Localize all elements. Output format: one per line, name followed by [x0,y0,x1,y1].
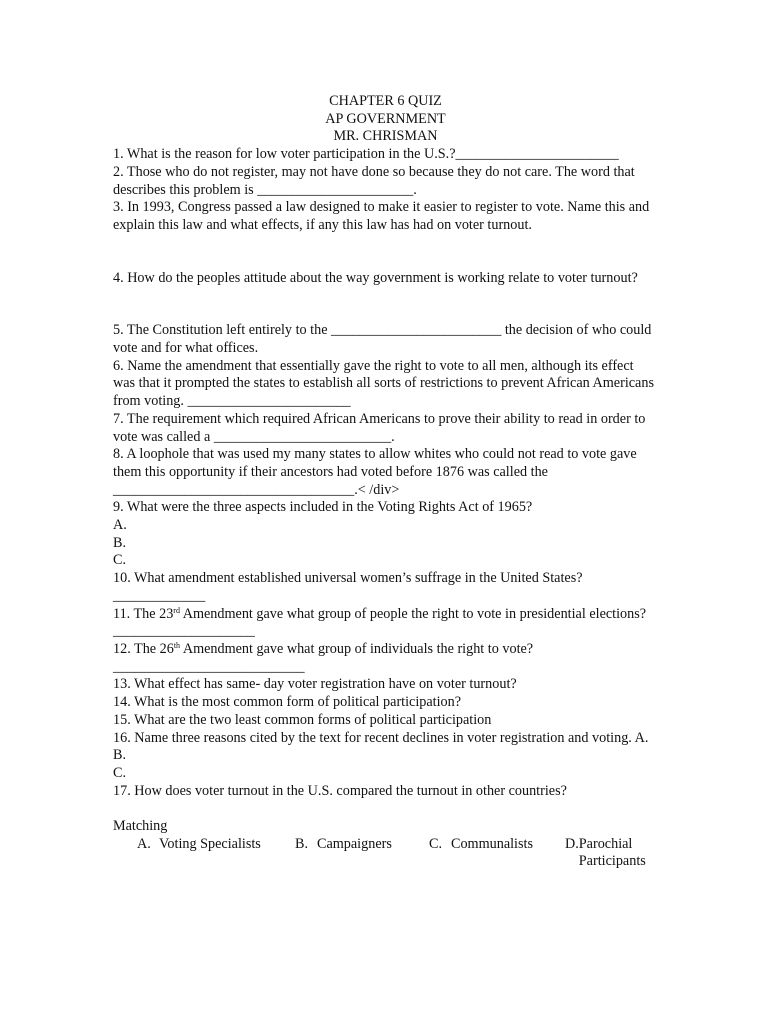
question-16-option-b: B. [113,747,127,764]
question-12-blank: ___________________________ [113,658,305,675]
question-11 [113,606,658,641]
document-header [113,93,658,146]
option-letter: C. [429,835,443,852]
question-10: 10. What amendment established universal women’s suffrage in the United States? [113,570,583,587]
question-16: 16. Name three reasons cited by the text for recent declines in voter registration and voting. A. [113,729,649,746]
question-16-option-c: C. [113,764,127,781]
answer-space [113,287,658,322]
option-label: Parochial Participants [578,835,646,870]
question-11-text-start: 11. The 23 [113,605,174,622]
matching-options [113,836,658,871]
question-2: 2. Those who do not register, may not have done so because they do not care. The word that describes this problem is ______________________. [113,163,635,198]
question-3: 3. In 1993, Congress passed a law designed to make it easier to register to vote. Name this and explain this law and what effects, if any this law has had on voter turnout. [113,199,650,233]
matching-option-a [137,836,295,871]
question-9-option-a: A. [113,517,127,534]
question-12-text-start: 12. The 26 [113,640,174,657]
question-10-blank: _____________ [113,587,206,604]
question-11-ordinal-suffix: rd [173,605,180,615]
matching-title: Matching [113,818,168,834]
question-15: 15. What are the two least common forms of political participation [113,711,492,728]
question-9-option-c: C. [113,552,127,569]
question-12-text-end: Amendment gave what group of individuals the right to vote? [180,640,534,657]
quiz-title: CHAPTER 6 QUIZ [329,93,442,109]
question-8: 8. A loophole that was used my many states to allow whites who could not read to vote gave them this opportunity if their ancestors had voted before 1876 was called the __________________________________.< /div> [113,446,637,498]
question-17: 17. How does voter turnout in the U.S. compared the turnout in other countries? [113,782,567,799]
option-label: Communalists [451,835,533,852]
quiz-document [113,93,658,871]
question-14: 14. What is the most common form of political participation? [113,694,462,711]
question-12 [113,641,658,659]
matching-option-b [295,836,429,871]
option-letter: A. [137,835,151,852]
question-1: 1. What is the reason for low voter participation in the U.S.?_______________________ [113,146,619,163]
question-11-text-end: Amendment gave what group of people the right to vote in presidential elections? ____________________ [113,605,647,640]
question-5: 5. The Constitution left entirely to the ________________________ the decision of who could vote and for what offices. [113,322,652,357]
matching-option-c [429,836,565,871]
teacher-name: MR. CHRISMAN [333,128,438,145]
question-7: 7. The requirement which required African Americans to prove their ability to read in order to vote was called a _________________________. [113,410,646,445]
course-title: AP GOVERNMENT [325,110,446,127]
option-letter: D. [565,835,579,852]
section-spacer [113,800,658,818]
question-9-option-b: B. [113,534,127,551]
question-13: 13. What effect has same- day voter registration have on voter turnout? [113,676,517,693]
answer-space [113,235,658,270]
question-12-ordinal-suffix: th [173,640,181,650]
question-9: 9. What were the three aspects included in the Voting Rights Act of 1965? [113,499,533,516]
matching-option-d [565,836,655,871]
question-4: 4. How do the peoples attitude about the way government is working relate to voter turnout? [113,269,638,286]
option-label: Voting Specialists [159,835,261,852]
option-letter: B. [295,835,309,852]
option-label: Campaigners [317,835,392,852]
question-6: 6. Name the amendment that essentially gave the right to vote to all men, although its effect was that it prompted the states to establish all sorts of restrictions to prevent African Americans from voting. _______________________ [113,357,654,410]
